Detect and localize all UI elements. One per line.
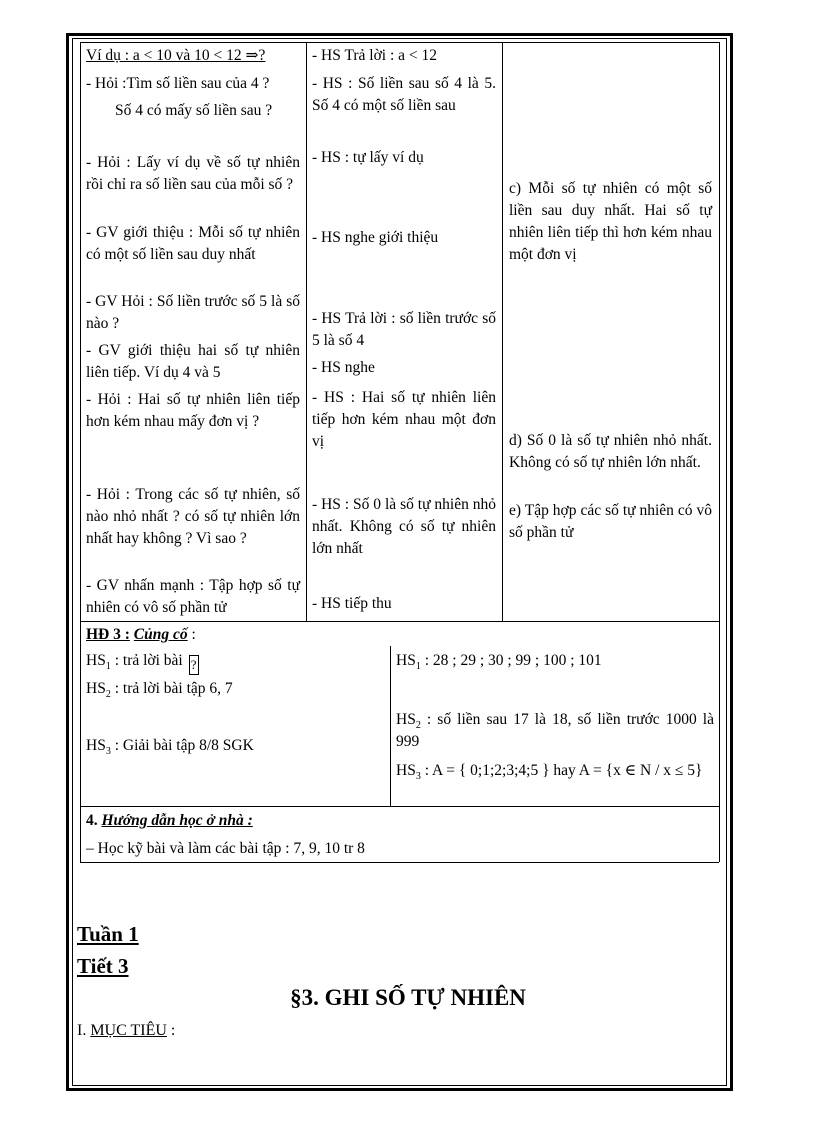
table-bottom-border — [80, 862, 719, 863]
col1-gv-intro-unique: - GV giới thiệu : Mỗi số tự nhiên có một số liền sau duy nhất — [86, 224, 300, 263]
col1-gv-intro-consecutive: - GV giới thiệu hai số tự nhiên liên tiếp. Ví dụ 4 và 5 — [86, 342, 300, 381]
hd3-right-hs1: $HS_1$ : 28 ; 29 ; 30 ; 99 ; 100 ; 101 — [396, 652, 602, 673]
hd3-left-hs1: $HS_1$ : trả lời bài ? — [86, 650, 386, 675]
col1-q-smallest: - Hỏi : Trong các số tự nhiên, số nào nhỏ nhất ? có số tự nhiên lớn nhất hay không ? Vì sao ? — [86, 486, 300, 547]
hd3-right-hs3: $HS_3$ : A = { 0;1;2;3;4;5 } hay A = {x ∈ N / x ≤ 5} — [396, 762, 703, 783]
table-right-border — [719, 42, 720, 862]
hd3-heading: HĐ 3 : Củng cố : — [86, 626, 196, 643]
col1-gv-q-previous: - GV Hỏi : Số liền trước số 5 là số nào ? — [86, 293, 300, 332]
col3-note-c: c) Mỗi số tự nhiên có một số liền sau duy nhất. Hai số tự nhiên liên tiếp thì hơn kém nhau một đơn vị — [509, 180, 712, 263]
col2-answer-difference: - HS : Hai số tự nhiên liên tiếp hơn kém nhau một đơn vị — [312, 389, 496, 450]
col2-examples: - HS : tự lấy ví dụ — [312, 149, 424, 166]
col2-answer-smallest: - HS : Số 0 là số tự nhiên nhỏ nhất. Không có số tự nhiên lớn nhất — [312, 496, 496, 557]
lesson-title: §3. GHI SỐ TỰ NHIÊN — [290, 985, 526, 1010]
col2-answer-a-lt-12: - HS Trả lời : a < 12 — [312, 47, 438, 64]
period-heading: Tiết 3 — [77, 954, 129, 978]
col1-gv-emphasis: - GV nhấn mạnh : Tập hợp số tự nhiên có vô số phần tử — [86, 577, 300, 616]
col2-answer-next-of-4: - HS : Số liền sau số 4 là 5. Số 4 có một số liền sau — [312, 75, 496, 114]
col1-q-next-of-4: - Hỏi :Tìm số liền sau của 4 ? — [86, 75, 270, 92]
hd3-left-hs2: $HS_2$ : trả lời bài tập 6, 7 — [86, 680, 233, 701]
col2-absorb: - HS tiếp thu — [312, 595, 392, 612]
col3-note-e: e) Tập hợp các số tự nhiên có vô số phần tử — [509, 502, 712, 541]
hd3-right-hs2: $HS_2$ : số liền sau 17 là 18, số liền trước 1000 là 999 — [396, 711, 714, 750]
table-left-border — [80, 42, 81, 862]
row-divider-hd3 — [80, 621, 719, 622]
col1-q-how-many-next: Số 4 có mấy số liền sau ? — [115, 102, 273, 119]
homework-heading: 4. Hướng dẫn học ở nhà : — [86, 812, 253, 829]
col1-q-examples: - Hỏi : Lấy ví dụ về số tự nhiên rồi chỉ ra số liền sau của mỗi số ? — [86, 154, 300, 193]
col-divider-2 — [502, 42, 503, 621]
objectives-heading: I. MỤC TIÊU : — [77, 1022, 176, 1039]
col-divider-1 — [306, 42, 307, 621]
col1-example: Ví dụ : a < 10 và 10 < 12 ⇒? — [86, 47, 266, 64]
col2-answer-previous: - HS Trả lời : số liền trước số 5 là số 4 — [312, 310, 496, 349]
hd3-col-divider — [390, 646, 391, 806]
row-divider-homework — [80, 806, 719, 807]
hd3-left-hs3: $HS_3$ : Giải bài tập 8/8 SGK — [86, 737, 254, 758]
col1-q-difference: - Hỏi : Hai số tự nhiên liên tiếp hơn kém nhau mấy đơn vị ? — [86, 391, 300, 430]
col3-note-d: d) Số 0 là số tự nhiên nhỏ nhất. Không có số tự nhiên lớn nhất. — [509, 432, 712, 471]
question-box: ? — [189, 655, 199, 675]
homework-line: – Học kỹ bài và làm các bài tập : 7, 9, 10 tr 8 — [86, 840, 365, 857]
week-heading: Tuần 1 — [77, 922, 139, 946]
col2-listen: - HS nghe — [312, 359, 375, 376]
col2-listen-intro: - HS nghe giới thiệu — [312, 229, 439, 246]
table-top-border — [80, 42, 719, 43]
